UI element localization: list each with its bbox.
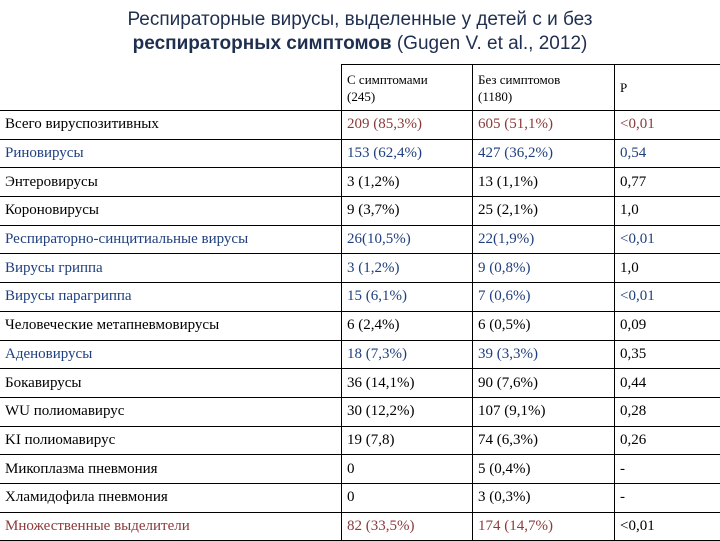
row-name: Короновирусы (0, 197, 342, 226)
title-bold-part: респираторных симптомов (133, 33, 392, 54)
row-name: Микоплазма пневмония (0, 455, 342, 484)
row-p: - (615, 483, 720, 512)
table-row (0, 283, 720, 312)
row-with: 18 (7,3%) (342, 340, 473, 369)
row-without: 13 (1,1%) (473, 168, 615, 197)
table-row (0, 397, 720, 426)
table-row (0, 311, 720, 340)
row-without: 6 (0,5%) (473, 311, 615, 340)
table-row (0, 111, 720, 140)
header-without-symptoms-label: Без симптомов (478, 71, 609, 88)
row-with: 15 (6,1%) (342, 283, 473, 312)
row-without: 427 (36,2%) (473, 139, 615, 168)
row-p: 0,77 (615, 168, 720, 197)
row-without: 7 (0,6%) (473, 283, 615, 312)
title-line-1: Респираторные вирусы, выделенные у детей с и без (0, 8, 720, 32)
row-name: Человеческие метапневмовирусы (0, 311, 342, 340)
row-name: Аденовирусы (0, 340, 342, 369)
row-name: Множественные выделители (0, 512, 342, 541)
table-row (0, 340, 720, 369)
table-row (0, 254, 720, 283)
row-p: 0,35 (615, 340, 720, 369)
table-row (0, 369, 720, 398)
row-p: 0,09 (615, 311, 720, 340)
row-without: 174 (14,7%) (473, 512, 615, 541)
row-name: Хламидофила пневмония (0, 483, 342, 512)
header-with-symptoms (342, 65, 473, 111)
row-name: Всего вируспозитивных (0, 111, 342, 140)
row-p: 0,54 (615, 139, 720, 168)
row-without: 39 (3,3%) (473, 340, 615, 369)
row-without: 25 (2,1%) (473, 197, 615, 226)
row-with: 30 (12,2%) (342, 397, 473, 426)
table-row (0, 197, 720, 226)
header-p: P (615, 65, 720, 111)
row-name: Вирусы гриппа (0, 254, 342, 283)
table-header-row (0, 65, 720, 111)
row-p: - (615, 455, 720, 484)
row-with: 82 (33,5%) (342, 512, 473, 541)
row-p: <0,01 (615, 512, 720, 541)
row-name: Вирусы парагриппа (0, 283, 342, 312)
row-p: 0,28 (615, 397, 720, 426)
header-with-symptoms-count: (245) (347, 88, 467, 105)
row-with: 19 (7,8) (342, 426, 473, 455)
row-with: 153 (62,4%) (342, 139, 473, 168)
row-name: Риновирусы (0, 139, 342, 168)
row-with: 0 (342, 483, 473, 512)
row-name: WU полиомавирус (0, 397, 342, 426)
row-without: 605 (51,1%) (473, 111, 615, 140)
row-with: 36 (14,1%) (342, 369, 473, 398)
row-with: 6 (2,4%) (342, 311, 473, 340)
row-p: 1,0 (615, 254, 720, 283)
title-line-2 (0, 32, 720, 56)
row-with: 3 (1,2%) (342, 254, 473, 283)
row-without: 107 (9,1%) (473, 397, 615, 426)
table-row (0, 225, 720, 254)
header-with-symptoms-label: С симптомами (347, 71, 467, 88)
slide-title (0, 8, 720, 56)
row-p: 0,44 (615, 369, 720, 398)
row-without: 22(1,9%) (473, 225, 615, 254)
title-citation: (Gugen V. et al., 2012) (392, 33, 588, 54)
row-p: 0,26 (615, 426, 720, 455)
header-without-symptoms-count: (1180) (478, 88, 609, 105)
row-without: 9 (0,8%) (473, 254, 615, 283)
header-empty-cell (0, 65, 342, 111)
table-row (0, 512, 720, 541)
row-with: 26(10,5%) (342, 225, 473, 254)
row-name: Энтеровирусы (0, 168, 342, 197)
row-p: <0,01 (615, 283, 720, 312)
row-without: 5 (0,4%) (473, 455, 615, 484)
row-without: 90 (7,6%) (473, 369, 615, 398)
row-name: KI полиомавирус (0, 426, 342, 455)
row-p: <0,01 (615, 111, 720, 140)
row-with: 209 (85,3%) (342, 111, 473, 140)
table-row (0, 483, 720, 512)
row-name: Бокавирусы (0, 369, 342, 398)
table-row (0, 139, 720, 168)
table-row (0, 455, 720, 484)
table-row (0, 426, 720, 455)
row-without: 3 (0,3%) (473, 483, 615, 512)
row-p: 1,0 (615, 197, 720, 226)
virus-table (0, 64, 720, 541)
row-p: <0,01 (615, 225, 720, 254)
row-with: 9 (3,7%) (342, 197, 473, 226)
row-name: Респираторно-синцитиальные вирусы (0, 225, 342, 254)
row-with: 3 (1,2%) (342, 168, 473, 197)
row-with: 0 (342, 455, 473, 484)
row-without: 74 (6,3%) (473, 426, 615, 455)
header-without-symptoms (473, 65, 615, 111)
table-row (0, 168, 720, 197)
